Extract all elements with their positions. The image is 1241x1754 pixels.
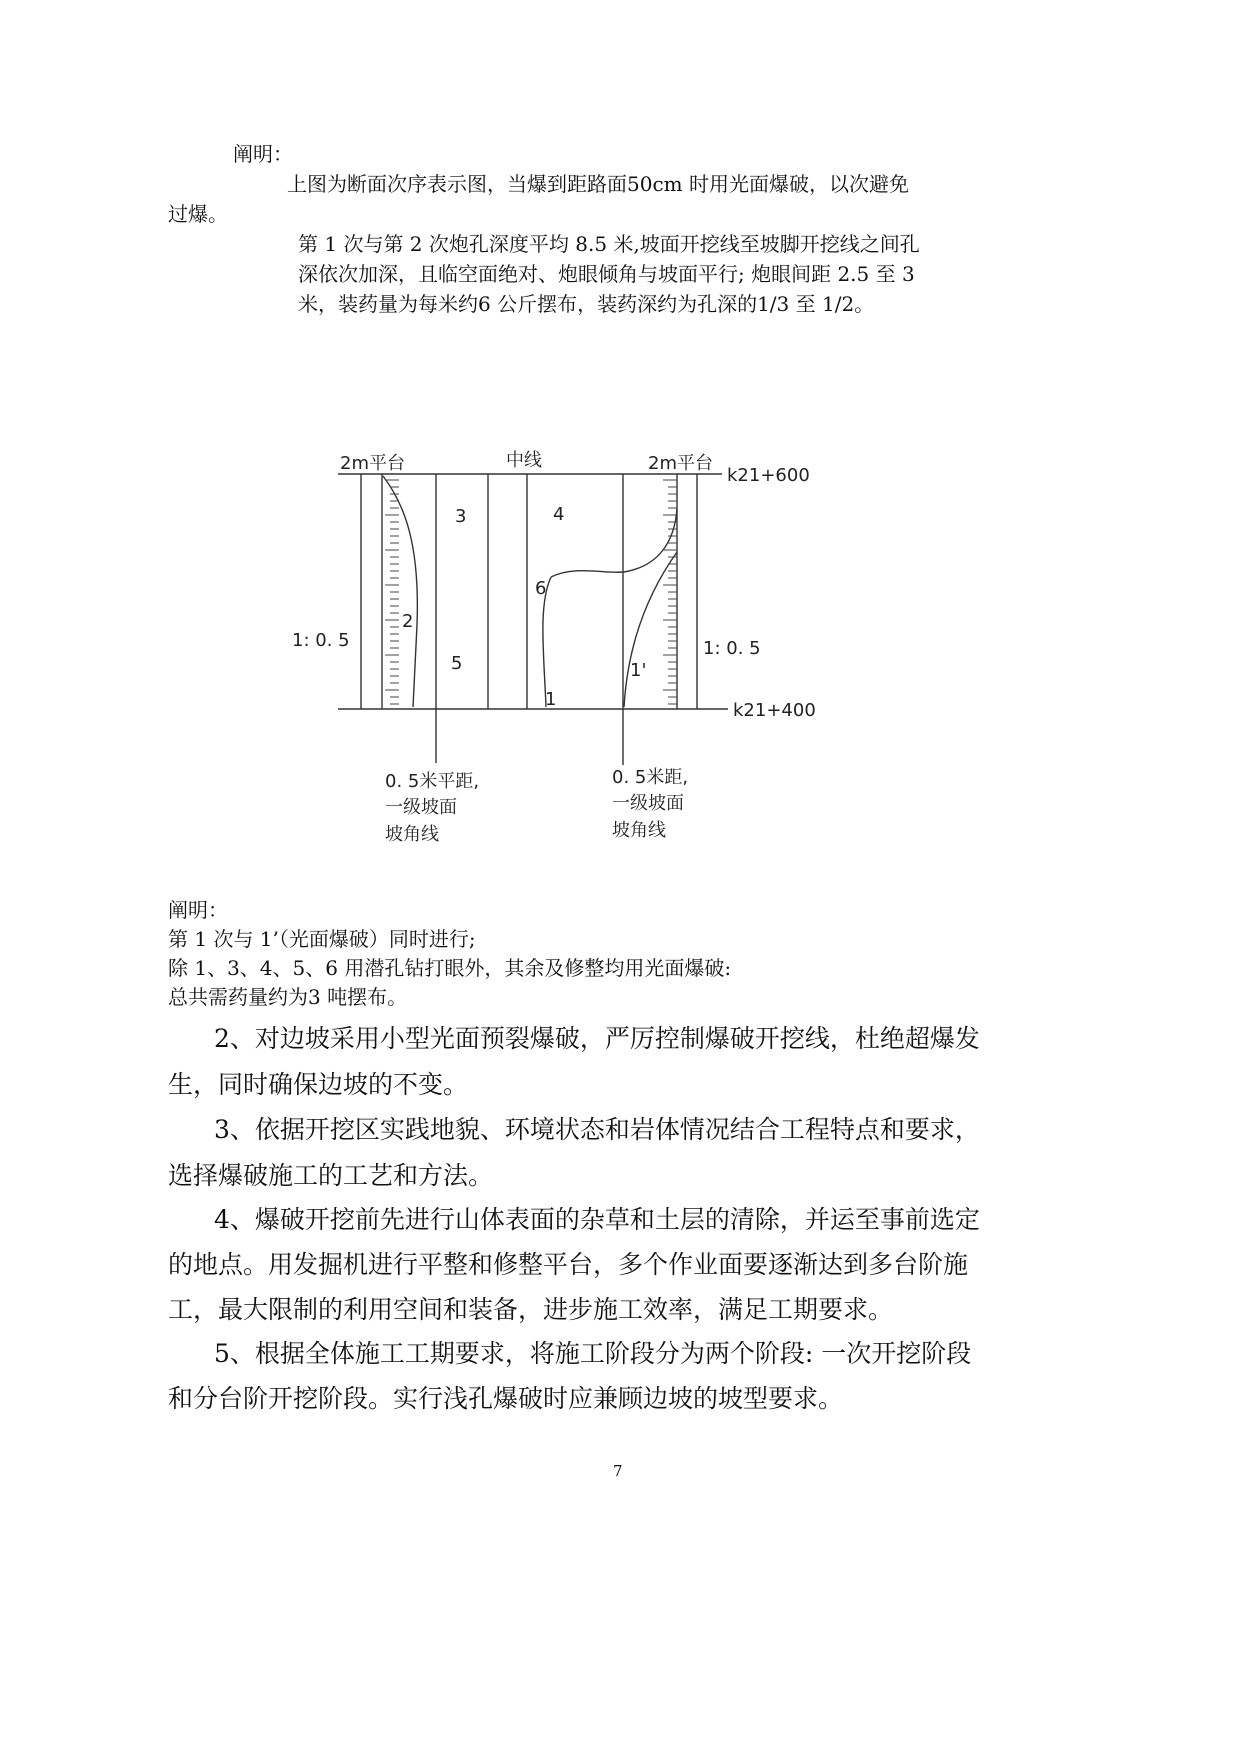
paragraph-line: 选择爆破施工的工艺和方法。	[168, 1161, 494, 1190]
note-right-line: 一级坡面	[612, 793, 684, 814]
note-right-line: 坡角线	[612, 820, 666, 841]
zone-3-label: 3	[455, 506, 467, 527]
paragraph-line: 3、依据开挖区实践地貌、环境状态和岩体情况结合工程特点和要求，	[214, 1115, 980, 1144]
intro-line: 深依次加深，且临空面绝对、炮眼倾角与坡面平行; 炮眼间距 2.5 至 3	[298, 262, 915, 286]
zone-1prime-label: 1'	[630, 660, 647, 681]
label-platform-right: 2m平台	[648, 453, 713, 474]
note-right-line: 0. 5米距,	[612, 767, 689, 788]
notes-heading: 阐明：	[168, 898, 228, 922]
paragraph-line: 5、根据全体施工工期要求，将施工阶段分为两个阶段: 一次开挖阶段	[214, 1339, 972, 1368]
label-centerline: 中线	[506, 450, 542, 471]
zone-2-label: 2	[402, 611, 414, 632]
note-left-line: 坡角线	[385, 824, 439, 845]
paragraph-line: 工，最大限制的利用空间和装备，进步施工效率，满足工期要求。	[168, 1295, 894, 1324]
notes-line: 总共需药量约为3 吨摆布。	[168, 985, 408, 1009]
curve-zone-1prime	[624, 552, 677, 707]
paragraph-line: 2、对边坡采用小型光面预裂爆破，严厉控制爆破开挖线，杜绝超爆发	[214, 1024, 980, 1053]
intro-heading: 阐明：	[233, 142, 293, 166]
curve-zone-2	[383, 476, 417, 707]
intro-line: 第 1 次与第 2 次炮孔深度平均 8.5 米,坡面开挖线至坡脚开挖线之间孔	[298, 232, 920, 256]
page-number: 7	[613, 1462, 623, 1480]
label-station-top: k21+600	[727, 465, 810, 486]
paragraph-line: 和分台阶开挖阶段。实行浅孔爆破时应兼顾边坡的坡型要求。	[168, 1384, 844, 1413]
zone-6-label: 6	[535, 578, 547, 599]
intro-line: 米，装药量为每米约6 公斤摆布，装药深约为孔深的1/3 至 1/2。	[298, 292, 875, 316]
label-platform-left: 2m平台	[340, 453, 405, 474]
notes-line: 除 1、3、4、5、6 用潜孔钻打眼外，其余及修整均用光面爆破:	[168, 956, 732, 980]
notes-line: 第 1 次与 1’（光面爆破）同时进行;	[168, 927, 476, 951]
intro-line: 过爆。	[168, 202, 228, 226]
paragraph-line: 4、爆破开挖前先进行山体表面的杂草和土层的清除，并运至事前选定	[214, 1205, 980, 1234]
label-slope-right: 1: 0. 5	[703, 638, 761, 659]
note-left-line: 0. 5米平距,	[385, 771, 480, 792]
zone-1-label: 1	[545, 689, 557, 710]
zone-5-label: 5	[451, 653, 463, 674]
label-station-bottom: k21+400	[733, 700, 816, 721]
paragraph-line: 的地点。用发掘机进行平整和修整平台，多个作业面要逐渐达到多台阶施	[168, 1250, 969, 1279]
intro-line: 上图为断面次序表示图，当爆到距路面50cm 时用光面爆破，以次避免	[287, 172, 909, 196]
curve-zone-6-top	[551, 508, 677, 577]
zone-4-label: 4	[553, 504, 565, 525]
paragraph-line: 生，同时确保边坡的不变。	[168, 1070, 469, 1099]
label-slope-left: 1: 0. 5	[292, 630, 350, 651]
note-left-line: 一级坡面	[385, 797, 457, 818]
